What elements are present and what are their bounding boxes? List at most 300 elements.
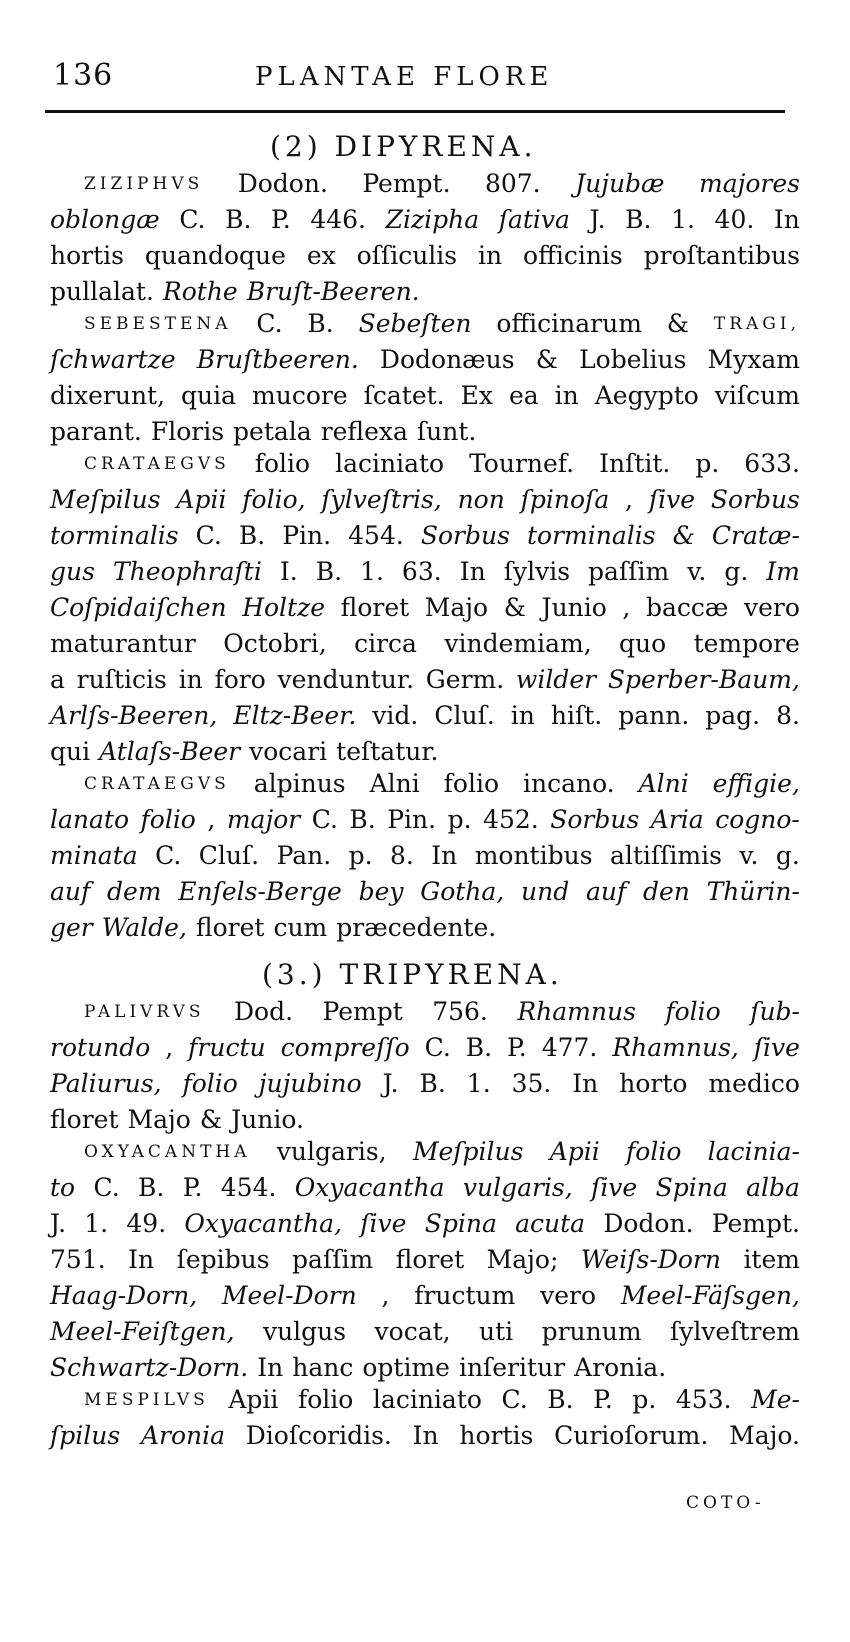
- word: floret: [340, 593, 410, 622]
- word: paſſim: [588, 557, 670, 586]
- running-head: PLANTAE FLORE: [255, 62, 554, 92]
- word: ſylveſtrem: [669, 1317, 800, 1346]
- word: B.: [225, 205, 252, 234]
- word: 807.: [484, 169, 541, 198]
- word: a: [50, 665, 65, 694]
- word: vulgaris,: [276, 1137, 387, 1166]
- italic-word: Sebeſten: [358, 309, 472, 338]
- italic-word: torminalis: [50, 521, 179, 550]
- italic-word: Rhamnus: [517, 997, 636, 1026]
- text-line: [84, 1134, 800, 1170]
- word: floret: [395, 1245, 465, 1274]
- italic-word: Enſels-Berge: [178, 877, 342, 906]
- word: P.: [182, 1173, 203, 1202]
- word: Aegypto: [594, 381, 699, 410]
- italic-word: Schwartz-Dorn.: [50, 1353, 249, 1382]
- word: 454.: [348, 521, 404, 550]
- word: 1.: [466, 1069, 491, 1098]
- word: quandoque: [144, 241, 286, 270]
- italic-word: Apii: [176, 485, 227, 514]
- word: optime: [362, 1353, 450, 1382]
- text-line: [50, 378, 800, 414]
- page-number: 136: [53, 58, 114, 93]
- word: Majo: [127, 1105, 191, 1134]
- word: cum: [273, 913, 328, 942]
- word: ſcatet.: [363, 381, 445, 410]
- word: altiſſimis: [609, 841, 722, 870]
- text-line: [50, 590, 800, 626]
- word: vero: [743, 593, 800, 622]
- italic-word: Spina: [655, 1173, 728, 1202]
- italic-word: major: [226, 805, 301, 834]
- word: &: [199, 1105, 223, 1134]
- word: quia: [181, 381, 237, 410]
- italic-word: Theophraſti: [112, 557, 262, 586]
- italic-word: ſativa: [498, 205, 570, 234]
- italic-word: compreſſo: [280, 1033, 410, 1062]
- word: Pan.: [276, 841, 332, 870]
- italic-word: ſylveſtris,: [321, 485, 442, 514]
- word: C.: [195, 521, 222, 550]
- word: In: [773, 205, 800, 234]
- text-line: [50, 662, 800, 698]
- italic-word: folio: [626, 1137, 682, 1166]
- word: alpinus: [253, 769, 346, 798]
- lemma-word: MESPILVS: [84, 1390, 209, 1410]
- word: &: [503, 593, 526, 622]
- text-line: [84, 306, 800, 342]
- italic-word: Atlaſs-Beer: [99, 737, 241, 766]
- text-line: [50, 482, 800, 518]
- word: B.: [465, 1033, 493, 1062]
- italic-word: &: [672, 521, 695, 550]
- italic-word: Sorbus: [550, 805, 640, 834]
- word: Junio.: [231, 1105, 304, 1134]
- word: folio: [443, 769, 500, 798]
- word: Pempt.: [711, 1209, 800, 1238]
- italic-word: Meel-Dorn: [221, 1281, 357, 1310]
- italic-word: lacinia-: [707, 1137, 800, 1166]
- italic-word: ſpinoſa: [520, 485, 610, 514]
- word: B.: [138, 1173, 165, 1202]
- italic-word: auf: [585, 877, 627, 906]
- italic-word: Alni: [638, 769, 689, 798]
- italic-word: Weiſs-Dorn: [580, 1245, 721, 1274]
- word: hortis: [459, 1421, 534, 1450]
- italic-word: non: [457, 485, 505, 514]
- italic-word: Eltz-Beer.: [233, 701, 357, 730]
- word: v.: [687, 557, 707, 586]
- word: fructum: [414, 1281, 516, 1310]
- word: quo: [619, 629, 667, 658]
- word: baccæ: [645, 593, 729, 622]
- word: ,: [381, 1281, 390, 1310]
- word: 40.: [714, 205, 755, 234]
- lemma-word: PALIVRVS: [84, 1002, 205, 1022]
- word: petala: [233, 417, 312, 446]
- word: prunum: [541, 1317, 642, 1346]
- italic-word: minata: [50, 841, 138, 870]
- word: 8.: [390, 841, 414, 870]
- lemma-word: CRATAEGVS: [84, 454, 230, 474]
- italic-word: cogno-: [715, 805, 800, 834]
- italic-word: Bruſtbeeren.: [196, 345, 359, 374]
- text-line: [50, 626, 800, 662]
- word: C.: [311, 805, 338, 834]
- text-line: [50, 238, 800, 274]
- word: parant.: [50, 417, 142, 446]
- word: laciniato: [372, 1385, 482, 1414]
- word: pag.: [705, 701, 761, 730]
- word: B.: [419, 1069, 446, 1098]
- word: folio: [254, 449, 311, 478]
- italic-word: dem: [107, 877, 162, 906]
- word: 63.: [401, 557, 442, 586]
- italic-word: folio: [665, 997, 721, 1026]
- word: vero: [540, 1281, 597, 1310]
- word: &: [535, 345, 558, 374]
- text-line: [84, 166, 800, 202]
- word: teſtatur.: [336, 737, 439, 766]
- word: vocat,: [374, 1317, 451, 1346]
- word: Pempt.: [362, 169, 451, 198]
- word: Pin.: [282, 521, 332, 550]
- word: hortis: [50, 241, 124, 270]
- italic-word: Thürin-: [706, 877, 800, 906]
- word: 446.: [310, 205, 366, 234]
- italic-word: jujubino: [258, 1069, 362, 1098]
- word: ,: [625, 485, 633, 514]
- word: Junio: [541, 593, 607, 622]
- text-line: [50, 910, 800, 946]
- italic-word: Cratæ-: [711, 521, 800, 550]
- italic-word: Walde,: [101, 913, 187, 942]
- word: Dodon.: [237, 169, 328, 198]
- word: p.: [348, 841, 373, 870]
- text-line: [50, 838, 800, 874]
- text-line: [84, 446, 800, 482]
- word: p.: [447, 805, 472, 834]
- text-line: [50, 1418, 800, 1454]
- catchword: COTO-: [686, 1493, 765, 1513]
- text-line: [50, 518, 800, 554]
- word: ſepibus: [176, 1245, 270, 1274]
- italic-word: lanato: [50, 805, 130, 834]
- word: proſtantibus: [643, 241, 800, 270]
- word: officinarum: [496, 309, 642, 338]
- word: 453.: [675, 1385, 732, 1414]
- italic-word: Holtze: [242, 593, 326, 622]
- word: 49.: [126, 1209, 167, 1238]
- word: pullalat.: [50, 277, 154, 306]
- word: Curioſorum.: [554, 1421, 709, 1450]
- italic-word: effigie,: [712, 769, 800, 798]
- word: In: [128, 1245, 155, 1274]
- lemma-word: ZIZIPHVS: [84, 174, 204, 194]
- italic-word: torminalis: [526, 521, 656, 550]
- italic-word: Coſpidaiſchen: [50, 593, 227, 622]
- word: p.: [632, 1385, 657, 1414]
- italic-word: Aronia: [140, 1421, 225, 1450]
- word: maturantur: [50, 629, 196, 658]
- word: laciniato: [335, 449, 445, 478]
- text-line: [84, 1382, 800, 1418]
- italic-word: Haag-Dorn,: [50, 1281, 198, 1310]
- italic-word: ſive: [360, 1209, 407, 1238]
- text-line: [50, 1314, 800, 1350]
- word: ruſticis: [76, 665, 167, 694]
- word: ſylvis: [503, 557, 571, 586]
- word: Dodonæus: [379, 345, 515, 374]
- word: Pin.: [387, 805, 437, 834]
- word: pann.: [618, 701, 690, 730]
- italic-word: auf: [50, 877, 91, 906]
- word: ,: [207, 805, 216, 834]
- text-line: [50, 1102, 800, 1138]
- word: p.: [695, 449, 720, 478]
- word: tempore: [693, 629, 800, 658]
- italic-word: vulgaris,: [462, 1173, 573, 1202]
- italic-word: rotundo: [50, 1033, 151, 1062]
- italic-word: ſub-: [750, 997, 800, 1026]
- text-line: [50, 874, 800, 910]
- word: paſſim: [292, 1245, 374, 1274]
- word: vindemiam,: [444, 629, 592, 658]
- word: Tournef.: [469, 449, 575, 478]
- word: J.: [50, 1209, 67, 1238]
- word: Majo.: [729, 1421, 800, 1450]
- italic-word: folio,: [242, 485, 306, 514]
- word: ,: [622, 593, 631, 622]
- word: Cluſ.: [198, 841, 260, 870]
- text-line: [50, 342, 800, 378]
- word: Majo;: [486, 1245, 559, 1274]
- word: circa: [354, 629, 417, 658]
- word: in: [554, 381, 579, 410]
- word: Germ.: [425, 665, 505, 694]
- word: in: [510, 701, 535, 730]
- word: 452.: [483, 805, 539, 834]
- text-line: [50, 414, 800, 450]
- italic-word: Meſpilus: [50, 485, 161, 514]
- italic-word: Bruſt-Beeren.: [246, 277, 420, 306]
- word: hiſt.: [550, 701, 603, 730]
- word: oſſiculis: [356, 241, 458, 270]
- lemma-word: SEBESTENA: [84, 314, 232, 334]
- italic-word: ſive: [753, 1033, 800, 1062]
- word: horto: [619, 1069, 688, 1098]
- text-line: [50, 1242, 800, 1278]
- italic-word: alba: [746, 1173, 800, 1202]
- word: 35.: [511, 1069, 552, 1098]
- word: 633.: [744, 449, 800, 478]
- italic-word: gus: [50, 557, 95, 586]
- word: 1.: [84, 1209, 109, 1238]
- word: In: [412, 1421, 439, 1450]
- word: folio: [298, 1385, 354, 1414]
- word: C.: [179, 205, 206, 234]
- italic-word: Apii: [549, 1137, 600, 1166]
- page-header: [45, 58, 785, 98]
- word: Cluſ.: [434, 701, 495, 730]
- word: medico: [708, 1069, 800, 1098]
- italic-word: Paliurus,: [50, 1069, 162, 1098]
- word: ex: [306, 241, 336, 270]
- word: floret: [50, 1105, 119, 1134]
- text-line: [84, 994, 800, 1030]
- word: P.: [593, 1385, 613, 1414]
- italic-word: Rothe: [162, 277, 238, 306]
- italic-word: acuta: [515, 1209, 586, 1238]
- word: officinis: [523, 241, 623, 270]
- italic-word: Rhamnus,: [612, 1033, 739, 1062]
- italic-word: to: [50, 1173, 76, 1202]
- word: Inſtit.: [599, 449, 671, 478]
- word: 8.: [776, 701, 800, 730]
- word: C.: [155, 841, 182, 870]
- italic-word: Meſpilus: [412, 1137, 524, 1166]
- italic-word: Aria: [650, 805, 704, 834]
- word: item: [743, 1245, 800, 1274]
- word: C.: [256, 309, 283, 338]
- word: uti: [479, 1317, 514, 1346]
- word: foro: [214, 665, 266, 694]
- word: mucore: [252, 381, 348, 410]
- text-line: [50, 1170, 800, 1206]
- header-rule: [45, 110, 785, 113]
- italic-word: ſchwartze: [50, 345, 176, 374]
- word: ,: [165, 1033, 174, 1062]
- lemma-word: CRATAEGVS: [84, 774, 230, 794]
- word: Majo: [424, 593, 489, 622]
- word: vid.: [372, 701, 419, 730]
- word: &: [666, 309, 690, 338]
- word: Aronia.: [574, 1353, 667, 1382]
- word: J.: [382, 1069, 399, 1098]
- italic-word: wilder: [515, 665, 597, 694]
- word: C.: [424, 1033, 451, 1062]
- word: P.: [271, 205, 291, 234]
- word: 1.: [360, 557, 384, 586]
- italic-word: majores: [699, 169, 800, 198]
- italic-word: Arlſs-Beeren,: [50, 701, 218, 730]
- italic-word: Oxyacantha: [294, 1173, 445, 1202]
- text-line: [50, 734, 800, 770]
- word: B.: [307, 309, 334, 338]
- word: Alni: [369, 769, 420, 798]
- italic-word: Meel-Feiſtgen,: [50, 1317, 235, 1346]
- word: præcedente.: [336, 913, 497, 942]
- word: viſcum: [714, 381, 800, 410]
- italic-word: Meel-Fäſsgen,: [620, 1281, 800, 1310]
- italic-word: fructu: [188, 1033, 266, 1062]
- word: hanc: [292, 1353, 354, 1382]
- italic-word: Sorbus: [420, 521, 510, 550]
- word: montibus: [474, 841, 593, 870]
- text-line: [50, 1206, 800, 1242]
- italic-word: ſive: [648, 485, 695, 514]
- word: 756.: [432, 997, 488, 1026]
- text-line: [50, 1350, 800, 1386]
- word: 751.: [50, 1245, 106, 1274]
- word: ſunt.: [416, 417, 477, 446]
- word: vocari: [249, 737, 328, 766]
- word: Floris: [150, 417, 225, 446]
- word: B.: [547, 1385, 574, 1414]
- word: in: [478, 241, 503, 270]
- italic-word: Oxyacantha,: [184, 1209, 343, 1238]
- word: 477.: [541, 1033, 598, 1062]
- text-line: [50, 698, 800, 734]
- word: P.: [507, 1033, 527, 1062]
- word: In: [257, 1353, 284, 1382]
- word: Ex: [460, 381, 493, 410]
- word: Dodon.: [603, 1209, 694, 1238]
- italic-word: ſive: [591, 1173, 638, 1202]
- word: In: [459, 557, 486, 586]
- section-heading: (3.) TRIPYRENA.: [262, 958, 563, 991]
- word: C.: [93, 1173, 120, 1202]
- italic-word: bey: [358, 877, 404, 906]
- italic-word: ger: [50, 913, 93, 942]
- word: v.: [739, 841, 759, 870]
- word: J.: [589, 205, 606, 234]
- italic-word: Spina: [424, 1209, 497, 1238]
- word: Octobri,: [223, 629, 327, 658]
- italic-word: und: [521, 877, 570, 906]
- text-line: [50, 1030, 800, 1066]
- word: incano.: [522, 769, 615, 798]
- lemma-word: OXYACANTHA: [84, 1142, 251, 1162]
- italic-word: Sperber-Baum,: [607, 665, 800, 694]
- word: 454.: [220, 1173, 277, 1202]
- word: inſeritur: [458, 1353, 566, 1382]
- word: g.: [775, 841, 800, 870]
- text-line: [50, 1066, 800, 1102]
- word: In: [572, 1069, 599, 1098]
- word: In: [431, 841, 458, 870]
- word: B.: [349, 805, 376, 834]
- word: floret: [195, 913, 265, 942]
- italic-word: oblongæ: [50, 205, 160, 234]
- word: Myxam: [707, 345, 800, 374]
- word: Lobelius: [579, 345, 687, 374]
- text-line: [50, 554, 800, 590]
- italic-word: Zizipha: [385, 205, 480, 234]
- word: vulgus: [262, 1317, 347, 1346]
- word: 1.: [671, 205, 695, 234]
- word: venduntur.: [277, 665, 415, 694]
- text-line: [50, 274, 800, 310]
- word: reflexa: [320, 417, 408, 446]
- word: ea: [508, 381, 539, 410]
- text-line: [50, 802, 800, 838]
- section-heading: (2) DIPYRENA.: [270, 130, 537, 163]
- word: qui: [50, 737, 91, 766]
- italic-word: Sorbus: [710, 485, 800, 514]
- word: dixerunt,: [50, 381, 166, 410]
- italic-word: Me-: [751, 1385, 800, 1414]
- text-line: [50, 1278, 800, 1314]
- italic-word: Im: [766, 557, 800, 586]
- word: C.: [501, 1385, 528, 1414]
- italic-word: folio: [140, 805, 196, 834]
- italic-word: Jujubæ: [575, 169, 665, 198]
- word: Apii: [228, 1385, 279, 1414]
- word: in: [178, 665, 203, 694]
- word: Pempt: [322, 997, 403, 1026]
- text-line: [84, 766, 800, 802]
